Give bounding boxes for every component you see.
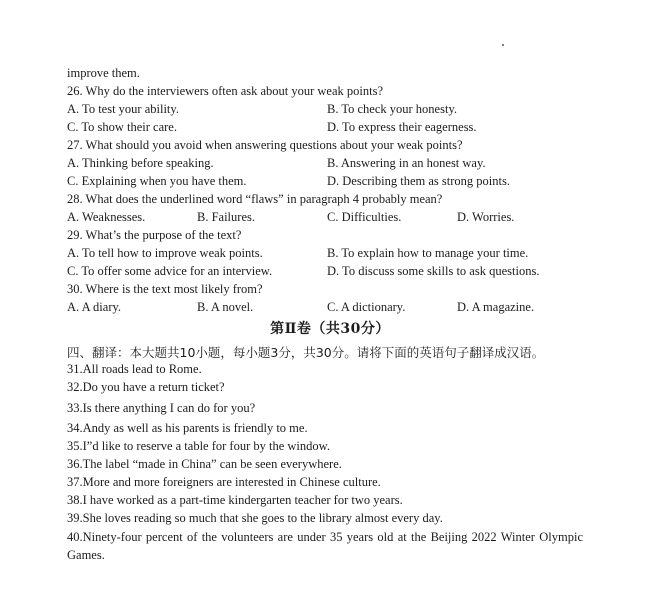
option-29b: B. To explain how to manage your time. (327, 246, 529, 260)
option-27a: A. Thinking before speaking. (67, 156, 214, 170)
question-26 (67, 83, 383, 99)
option-29a: A. To tell how to improve weak points. (67, 246, 263, 260)
scan-speck (502, 44, 504, 46)
option-27c: C. Explaining when you have them. (67, 174, 247, 188)
option-30c: C. A dictionary. (327, 300, 406, 314)
sentence-34: 34.Andy as well as his parents is friendly to me. (67, 421, 308, 435)
question-number: 27. (67, 138, 83, 152)
sentence-38: 38.I have worked as a part-time kindergarten teacher for two years. (67, 493, 403, 507)
option-26c: C. To show their care. (67, 120, 177, 134)
question-stem: What should you avoid when answering questions about your weak points? (85, 138, 463, 152)
question-stem: What’s the purpose of the text? (85, 228, 242, 242)
sentence-37: 37.More and more foreigners are interested in Chinese culture. (67, 475, 381, 489)
option-29d: D. To discuss some skills to ask questions. (327, 264, 540, 278)
sentence-36: 36.The label “made in China” can be seen everywhere. (67, 457, 342, 471)
sentence-35: 35.I”d like to reserve a table for four by the window. (67, 439, 330, 453)
question-number: 30. (67, 282, 83, 296)
question-27 (67, 137, 463, 153)
option-30b: B. A novel. (197, 300, 254, 314)
option-28c: C. Difficulties. (327, 210, 402, 224)
option-28a: A. Weaknesses. (67, 210, 146, 224)
option-28d: D. Worries. (457, 210, 515, 224)
option-26b: B. To check your honesty. (327, 102, 458, 116)
sentence-40: 40.Ninety-four percent of the volunteers are under 35 years old at the Beijing 2022 Winter Olympic Games. (67, 530, 583, 562)
option-29c: C. To offer some advice for an interview. (67, 264, 273, 278)
continued-text: improve them. (67, 66, 140, 80)
option-30d: D. A magazine. (457, 300, 535, 314)
question-stem: What does the underlined word “flaws” in paragraph 4 probably mean? (85, 192, 443, 206)
sentence-32: 32.Do you have a return ticket? (67, 380, 225, 394)
section-heading: 第Ⅱ卷（共30分） (270, 321, 390, 337)
option-30a: A. A diary. (67, 300, 122, 314)
sentence-33: 33.Is there anything I can do for you? (67, 401, 256, 415)
sentence-31: 31.All roads lead to Rome. (67, 362, 202, 376)
option-26d: D. To express their eagerness. (327, 120, 477, 134)
question-30 (67, 281, 263, 297)
option-27b: B. Answering in an honest way. (327, 156, 486, 170)
question-stem: Where is the text most likely from? (85, 282, 263, 296)
translation-instruction: 四、翻译：本大题共10小题，每小题3分，共30分。请将下面的英语句子翻译成汉语。 (67, 345, 545, 360)
question-stem: Why do the interviewers often ask about your weak points? (85, 84, 384, 98)
question-number: 28. (67, 192, 83, 206)
sentence-39: 39.She loves reading so much that she goes to the library almost every day. (67, 511, 443, 525)
option-26a: A. To test your ability. (67, 102, 179, 116)
option-28b: B. Failures. (197, 210, 255, 224)
question-28 (67, 191, 442, 207)
question-number: 29. (67, 228, 83, 242)
option-27d: D. Describing them as strong points. (327, 174, 510, 188)
question-number: 26. (67, 84, 83, 98)
question-29 (67, 227, 241, 243)
